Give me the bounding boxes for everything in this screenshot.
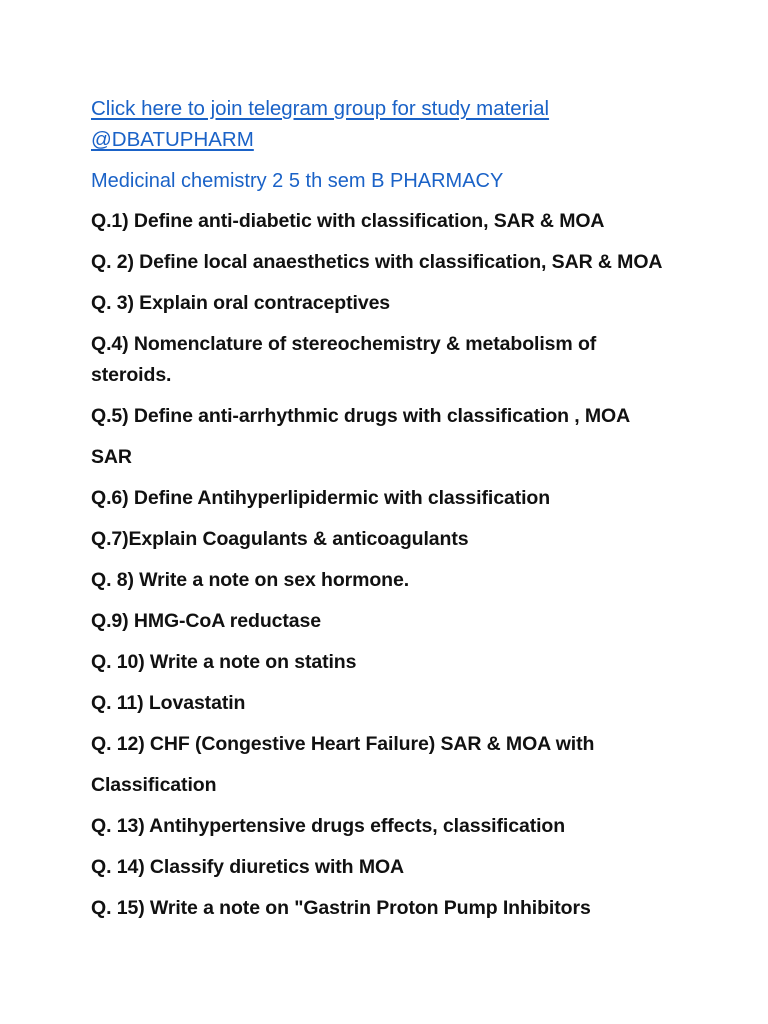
question-line: Q. 3) Explain oral contraceptives <box>91 292 391 314</box>
question-continuation-line: Classification <box>91 774 217 796</box>
question-line: Q. 14) Classify diuretics with MOA <box>91 856 405 878</box>
question-line: Q.6) Define Antihyperlipidermic with classification <box>91 487 551 509</box>
question-continuation-line: steroids. <box>91 364 172 386</box>
question-line: Q. 15) Write a note on "Gastrin Proton Pump Inhibitors <box>91 897 591 919</box>
question-line: Q.4) Nomenclature of stereochemistry & metabolism of <box>91 333 597 355</box>
question-line: Q.7)Explain Coagulants & anticoagulants <box>91 528 469 550</box>
telegram-group-link[interactable] <box>91 93 751 155</box>
question-line: Q.1) Define anti-diabetic with classification, SAR & MOA <box>91 210 605 232</box>
question-line: Q.9) HMG-CoA reductase <box>91 610 322 632</box>
question-line: Q. 12) CHF (Congestive Heart Failure) SAR & MOA with <box>91 733 595 755</box>
question-line: Q. 10) Write a note on statins <box>91 651 357 673</box>
question-continuation-line: SAR <box>91 446 132 468</box>
question-line: Q.5) Define anti-arrhythmic drugs with classification , MOA <box>91 405 631 427</box>
question-list <box>91 206 751 924</box>
telegram-link-line-1[interactable]: Click here to join telegram group for study material <box>91 97 550 120</box>
document-subtitle: Medicinal chemistry 2 5 th sem B PHARMACY <box>91 170 504 192</box>
question-line: Q. 8) Write a note on sex hormone. <box>91 569 410 591</box>
question-line: Q. 2) Define local anaesthetics with classification, SAR & MOA <box>91 251 663 273</box>
question-line: Q. 11) Lovastatin <box>91 692 246 714</box>
telegram-link-line-2[interactable]: @DBATUPHARM <box>91 128 254 151</box>
question-line: Q. 13) Antihypertensive drugs effects, classification <box>91 815 566 837</box>
document-page <box>91 93 751 924</box>
